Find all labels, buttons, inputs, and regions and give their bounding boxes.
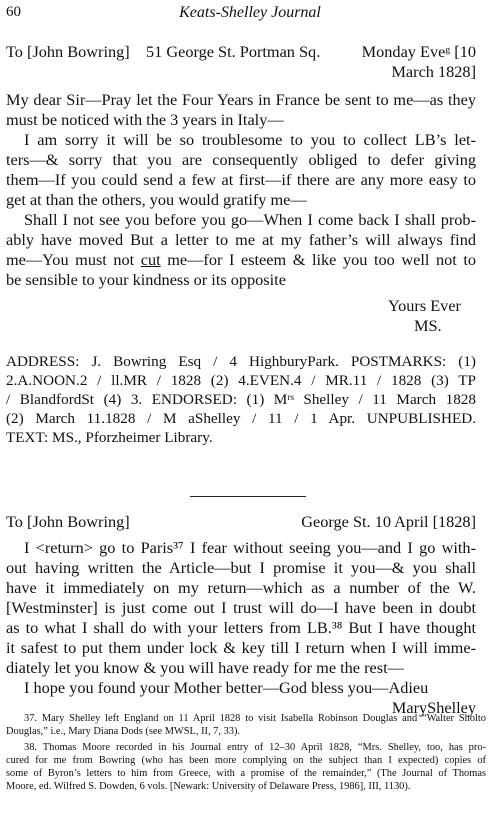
letter-date: George St. 10 April [1828] (301, 512, 476, 531)
body-line: be sensible to your kindness or its opposite (6, 270, 286, 289)
letter-date: Monday Eveᵍ [10 (361, 42, 476, 61)
letter-date-continued: March 1828] (391, 62, 476, 81)
body-line: get at than the others, you would gratify me— (6, 190, 307, 209)
footnote-line: cured for me from Bowring (who has been more complying on the subject than I expected) copies of (6, 755, 486, 766)
footnote-line: Moore, ed. Wilfred S. Dowden, 6 vols. [Newark: University of Delaware Press, 1986], III, 1130). (6, 781, 411, 792)
letter-2 (6, 512, 476, 718)
note-line: 2.A.NOON.2 / ll.MR / 1828 (2) 4.EVEN.4 / MR.11 / 1828 (3) TP (6, 372, 476, 389)
recipient: To [John Bowring] (6, 42, 130, 61)
body-line: My dear Sir—Pray let the Four Years in France be sent to me—as they (6, 90, 476, 109)
letter-2-heading (6, 512, 476, 532)
running-header (6, 4, 494, 28)
note-line: / BlandfordSt (4) 3. ENDORSED: (1) Mʳˢ Shelley / 11 March 1828 (6, 391, 476, 408)
body-line: have it immediately on my return—which as a number of the W. (6, 578, 476, 597)
body-line: ably have moved But a letter to me at my father’s will always find (6, 230, 476, 249)
underlined-word: cut (140, 250, 161, 269)
body-line: must be noticed with the 3 years in Italy— (6, 110, 284, 129)
body-line: me—You must not cut me—for I esteem & like you too well not to (6, 250, 476, 269)
note-line: ADDRESS: J. Bowring Esq / 4 HighburyPark. POSTMARKS: (1) (6, 353, 476, 370)
body-line: it safest to put them under lock & key till I return when I will imme- (6, 638, 476, 657)
body-line: I am sorry it will be so troublesome to you to collect LB’s let- (24, 130, 476, 149)
note-line: TEXT: MS., Pforzheimer Library. (6, 429, 213, 446)
body-line: I hope you found your Mother better—God bless you—Adieu (24, 678, 429, 697)
letter-1-heading (6, 42, 476, 62)
page-number: 60 (6, 4, 21, 20)
body-line: [Westminster] is just come out I trust will do—I have been in doubt (6, 598, 476, 617)
footnote-line: 38. Thomas Moore recorded in his Journal entry of 12–30 April 1828, “Mrs. Shelley, too, has pro- (24, 742, 486, 753)
journal-title: Keats-Shelley Journal (179, 4, 321, 21)
recipient: To [John Bowring] (6, 512, 130, 531)
body-line: ters—& sorry that you are consequently obliged to defer giving (6, 150, 476, 169)
letter-1-notes (6, 352, 476, 447)
section-divider (190, 496, 306, 497)
body-line: as to what I shall do with your letters from LB.³⁸ But I have thought (6, 618, 476, 637)
footnote-line: Douglas,” i.e., Mary Diana Dods (see MWSL, II, 7, 33). (6, 726, 241, 737)
closing: Yours Ever (388, 296, 461, 315)
body-line: out having written the Article—but I promise it you—& you shall (6, 558, 476, 577)
body-line: diately let you know & you will have ready for me the rest— (6, 658, 404, 677)
footnote-line: 37. Mary Shelley left England on 11 April 1828 to visit Isabella Robinson Douglas and “Walter Sholto (24, 713, 486, 724)
footnote-line: some of Byron’s letters to him from Greece, with a promise of the remainder,” (The Journal of Thomas (6, 768, 486, 779)
sender-address: 51 George St. Portman Sq. (146, 42, 321, 61)
signature: MaryShelley (391, 698, 476, 717)
letter-1 (6, 42, 476, 336)
body-line: them—If you could send a few at first—if there are any more easy to (6, 170, 476, 189)
body-line: Shall I not see you before you go—When I come back I shall prob- (24, 210, 476, 229)
footnotes (6, 712, 486, 793)
signature: MS. (414, 316, 442, 335)
note-line: (2) March 11.1828 / M aShelley / 11 / 1 Apr. UNPUBLISHED. (6, 410, 476, 427)
body-line: I <return> go to Paris³⁷ I fear without seeing you—and I go with- (24, 538, 476, 557)
